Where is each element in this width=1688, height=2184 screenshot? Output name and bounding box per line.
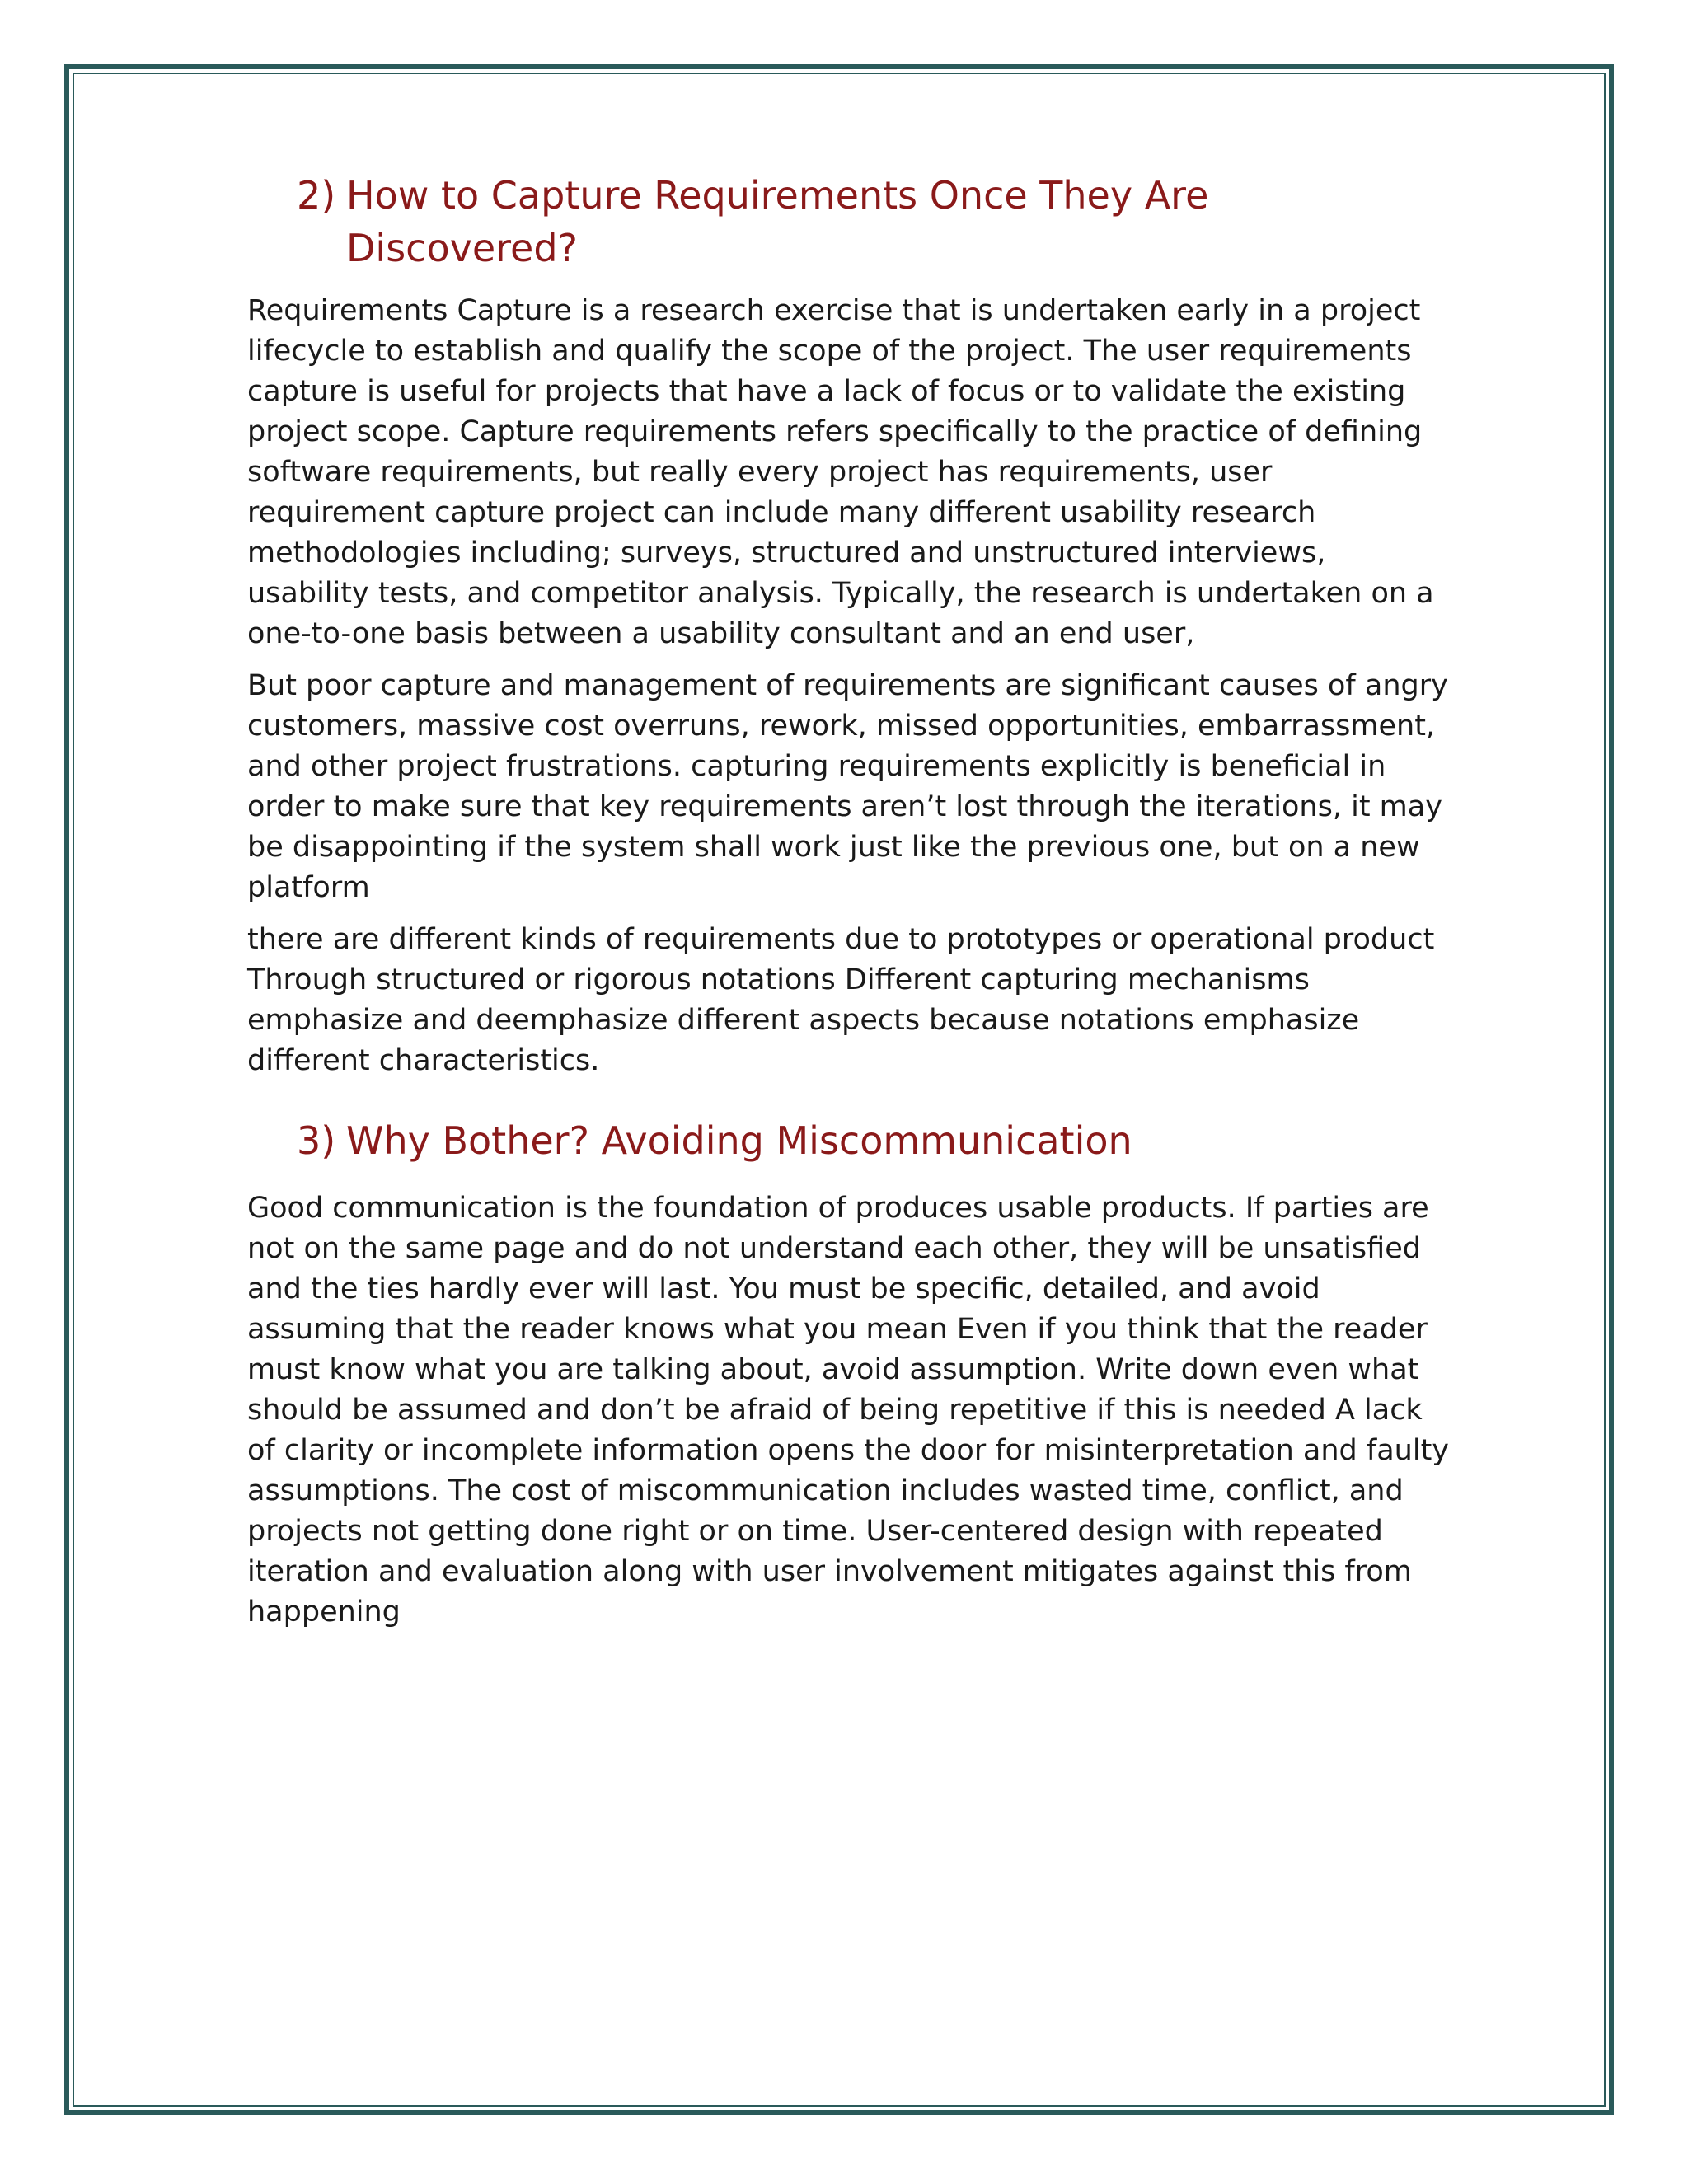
section-title: How to Capture Requirements Once They Are Discovered? — [346, 173, 1209, 270]
section-heading-2 — [247, 169, 1451, 274]
section-heading-3 — [247, 1114, 1451, 1167]
paragraph: Requirements Capture is a research exercise that is undertaken early in a project lifecycle to establish and qualify the scope of the project. The user requirements capture is useful for projects that have a lack of focus or to validate the existing project scope. Capture requirements refers specifically to the practice of defining software requirements, but really every project has requirements, user requirement capture project can include many different usability research methodologies including; surveys, structured and unstructured interviews, usability tests, and competitor analysis. Typically, the research is undertaken on a one-to-one basis between a usability consultant and an end user, — [247, 294, 1434, 650]
paragraph: But poor capture and management of requirements are significant causes of angry customers, massive cost overruns, rework, missed opportunities, embarrassment, and other project frustrations. capturing requirements explicitly is beneficial in order to make sure that key requirements aren’t lost through the iterations, it may be disappointing if the system shall work just like the previous one, but on a new platform — [247, 669, 1448, 904]
paragraph: there are different kinds of requirements due to prototypes or operational product Through structured or rigorous notations Different capturing mechanisms emphasize and deemphasize different aspects because notations emphasize different characteristics. — [247, 923, 1435, 1077]
section-number: 2) — [297, 173, 336, 218]
document-content — [247, 169, 1451, 1644]
section-title: Why Bother? Avoiding Miscommunication — [346, 1118, 1132, 1163]
paragraph: Good communication is the foundation of produces usable products. If parties are not on the same page and do not understand each other, they will be unsatisfied and the ties hardly ever will last. You must be specific, detailed, and avoid assuming that the reader knows what you mean Even if you think that the reader must know what you are talking about, avoid assumption. Write down even what should be assumed and don’t be afraid of being repetitive if this is needed A lack of clarity or incomplete information opens the door for misinterpretation and faulty assumptions. The cost of miscommunication includes wasted time, conflict, and projects not getting done right or on time. User-centered design with repeated iteration and evaluation along with user involvement mitigates against this from happening — [247, 1192, 1450, 1629]
section-number: 3) — [297, 1118, 336, 1163]
